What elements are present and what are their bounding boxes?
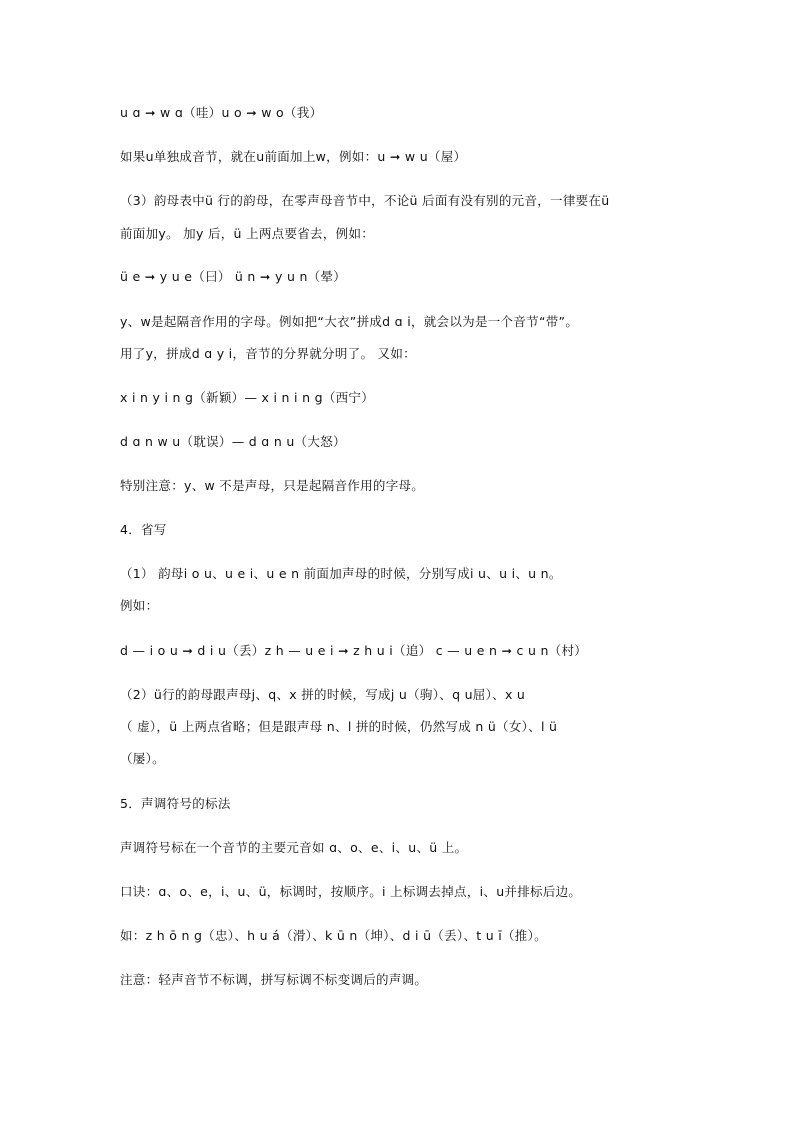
text-line: 前面加y。 加y 后，ü 上两点要省去，例如： (120, 226, 375, 241)
text-line: （3）韵母表中ü 行的韵母，在零声母音节中，不论ü 后面有没有别的元音，一律要在ü (120, 193, 610, 208)
section-heading: 4．省写 (120, 522, 167, 537)
text-line: （2）ü行的韵母跟声母j、q、x 拼的时候，写成j u（驹）、q u屈）、x u (120, 687, 526, 702)
text-line: d ɑ n w u（耽误）— d ɑ n u（大怒） (120, 434, 346, 449)
text-line: 用了y，拼成d ɑ y i，音节的分界就分明了。 又如： (120, 346, 416, 361)
text-line: （1） 韵母i o u、u e i、u e n 前面加声母的时候，分别写成i u、u i、u n。 (120, 566, 562, 581)
text-line: 注意：轻声音节不标调，拼写标调不标变调后的声调。 (120, 972, 428, 987)
text-line: 例如： (120, 598, 159, 613)
text-line: y、w是起隔音作用的字母。例如把“大衣”拼成d ɑ i，就会以为是一个音节“带”。 (120, 314, 579, 329)
text-line: 如：z h ō n g（忠）、h u á（滑）、k ū n（坤）、d i ū（丢）、t u ī（推）。 (120, 928, 547, 943)
section-heading: 5．声调符号的标法 (120, 796, 231, 811)
text-line: 特别注意：y、w 不是声母，只是起隔音作用的字母。 (120, 478, 425, 493)
text-line: 如果u单独成音节，就在u前面加上w，例如：u ➞ w u（屋） (120, 149, 467, 164)
text-line: ü e ➞ y u e（曰） ü n ➞ y u n（晕） (120, 269, 347, 284)
text-line: （屡）。 (120, 751, 165, 766)
text-line: d — i o u ➞ d i u（丢）z h — u e i ➞ z h u i（追） c — u e n ➞ c u n（村） (120, 643, 588, 658)
text-line: u ɑ ➞ w ɑ（哇）u o ➞ w o（我） (120, 105, 323, 120)
text-line: 口诀：ɑ、o、e，i、u、ü，标调时，按顺序。i 上标调去掉点，i、u并排标后边。 (120, 884, 582, 899)
text-line: （ 虚），ü 上两点省略；但是跟声母 n、l 拼的时候，仍然写成 n ü（女）、l ü (120, 719, 558, 734)
text-line: 声调符号标在一个音节的主要元音如 ɑ、o、e、i、u、ü 上。 (120, 840, 468, 855)
text-line: x i n y i n g（新颖）— x i n i n g（西宁） (120, 390, 375, 405)
